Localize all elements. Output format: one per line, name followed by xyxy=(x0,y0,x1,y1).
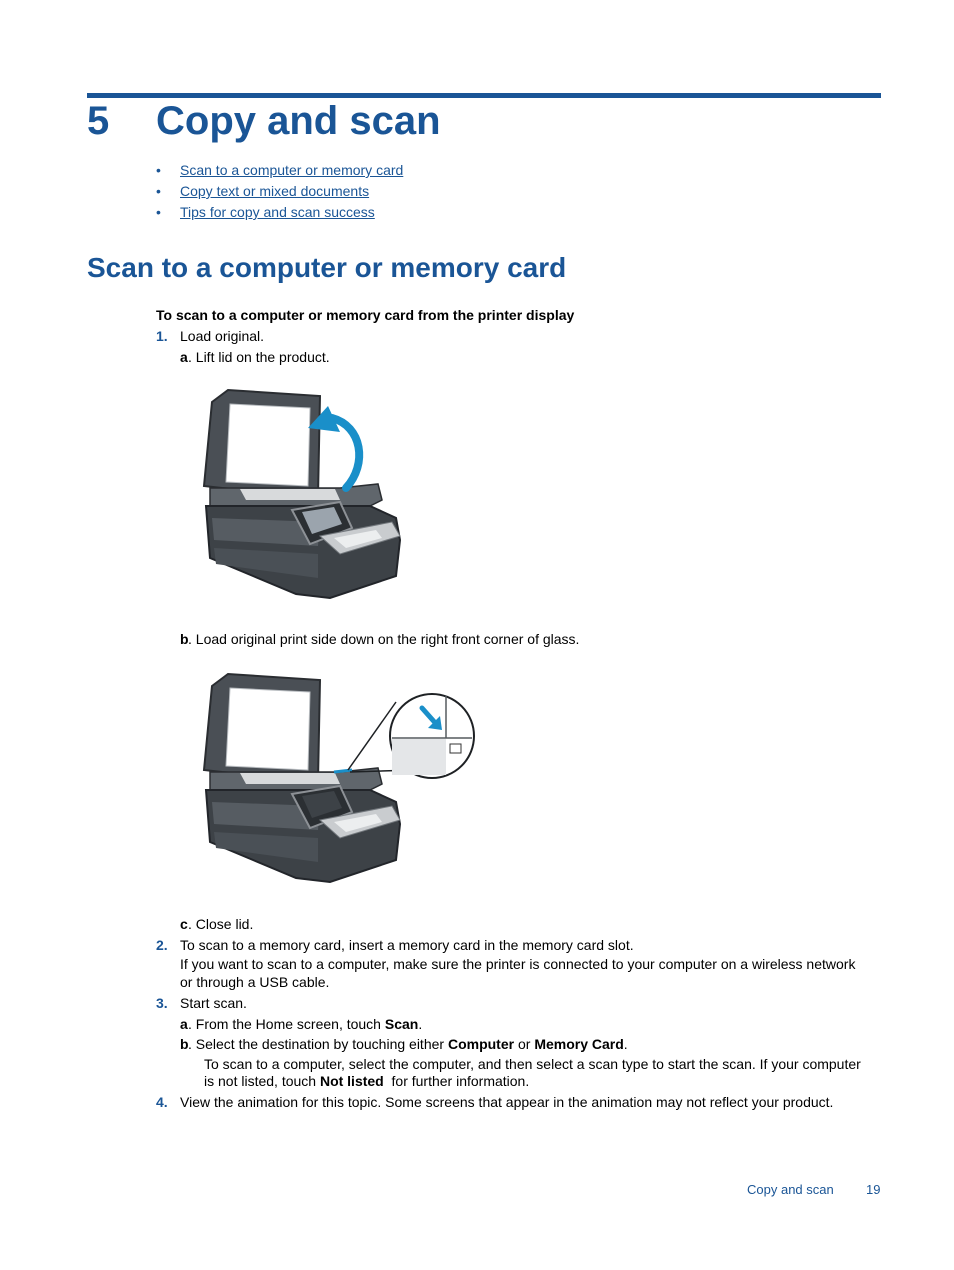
substep-text: . Select the destination by touching either Computer or Memory Card. xyxy=(188,1036,628,1052)
step-text: Start scan. xyxy=(180,995,247,1011)
substep-note: is not listed, touch Not listed for further information. xyxy=(204,1073,530,1089)
step-detail: If you want to scan to a computer, make sure the printer is connected to your computer on a wireless network xyxy=(180,956,856,972)
section-title: Scan to a computer or memory card xyxy=(87,252,567,283)
printer-glass-corner-illustration xyxy=(200,672,480,887)
procedure-heading: To scan to a computer or memory card from the printer display xyxy=(156,307,575,323)
step-text: View the animation for this topic. Some screens that appear in the animation may not reflect your product. xyxy=(180,1094,834,1110)
substep-letter: b xyxy=(180,1036,189,1052)
substep-text: . Lift lid on the product. xyxy=(188,349,330,365)
footer-page-number: 19 xyxy=(866,1182,881,1197)
step-text: Load original. xyxy=(180,328,265,344)
toc-item xyxy=(156,160,403,181)
printer-lid-open-illustration xyxy=(200,388,405,603)
toc-link-scan[interactable]: Scan to a computer or memory card xyxy=(180,162,404,178)
toc-link-tips[interactable]: Tips for copy and scan success xyxy=(180,204,375,220)
substep-letter: a xyxy=(180,1016,188,1032)
substep-text: . From the Home screen, touch Scan. xyxy=(188,1016,423,1032)
substep-letter: c xyxy=(180,916,188,932)
substep-letter: b xyxy=(180,631,189,647)
bullet-icon: • xyxy=(156,162,161,178)
substep-text: . Load original print side down on the right front corner of glass. xyxy=(188,631,580,647)
substep-note: To scan to a computer, select the computer, and then select a scan type to start the scan. If your computer xyxy=(204,1056,861,1072)
bullet-icon: • xyxy=(156,204,161,220)
chapter-title: Copy and scan xyxy=(156,99,441,143)
step-number: 2. xyxy=(156,937,168,953)
chapter-toc xyxy=(156,160,403,223)
step-detail: or through a USB cable. xyxy=(180,974,330,990)
substep-letter: a xyxy=(180,349,188,365)
bullet-icon: • xyxy=(156,183,161,199)
step-number: 3. xyxy=(156,995,168,1011)
toc-link-copy[interactable]: Copy text or mixed documents xyxy=(180,183,370,199)
chapter-number: 5 xyxy=(87,99,110,143)
step-text: To scan to a memory card, insert a memory card in the memory card slot. xyxy=(180,937,634,953)
step-number: 4. xyxy=(156,1094,168,1110)
substep-text: . Close lid. xyxy=(188,916,254,932)
toc-item xyxy=(156,202,403,223)
toc-item xyxy=(156,181,403,202)
footer-section-name: Copy and scan xyxy=(747,1182,834,1197)
step-number: 1. xyxy=(156,328,168,344)
